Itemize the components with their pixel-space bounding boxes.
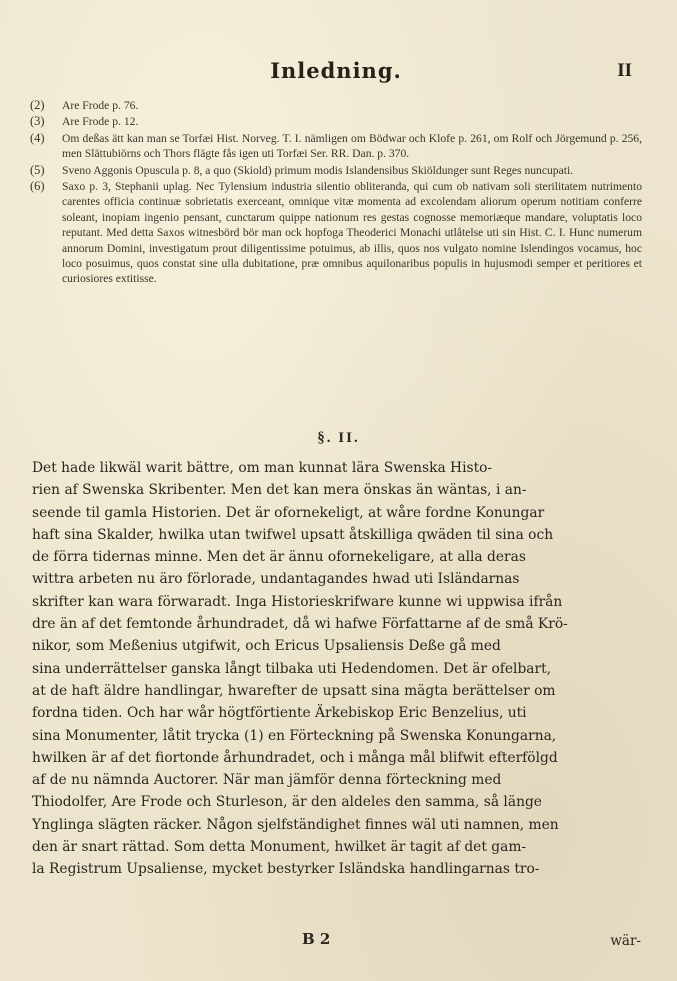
text-line: at de haft äldre handlingar, hwarefter de upsatt sina mägta berättelser om <box>32 682 556 699</box>
text-line: la Registrum Upsaliense, mycket bestyrker Isländska handlingarnas tro- <box>32 861 540 878</box>
footnote <box>30 114 642 129</box>
text-line: haft sina Skalder, hwilka utan twifwel upsatt åtskilliga qwäden til sina och <box>32 526 554 543</box>
text-line: Thiodolfer, Are Frode och Sturleson, är den aldeles den samma, så länge <box>32 794 542 811</box>
text-line: den är snart rättad. Som detta Monument, hwilket är tagit af det gam- <box>32 839 527 856</box>
text-line: nikor, som Meßenius utgifwit, och Ericus Upsaliensis Deße gå med <box>32 638 501 655</box>
signature-mark: B 2 <box>302 930 331 948</box>
text-line: af de nu nämnda Auctorer. När man jämför denna förteckning med <box>32 772 502 789</box>
footnote-text: Sveno Aggonis Opuscula p. 8, a quo (Skiold) primum modis Islandensibus Skiöldunger sunt Reges nuncupati. <box>62 163 574 177</box>
footnote <box>30 98 642 113</box>
page-number: II <box>617 60 632 81</box>
footnote-text: Saxo p. 3, Stephanii uplag. Nec Tylensium industria silentio obliteranda, qui cum ob nativam soli sterilitatem nutrimento carentes officia continuæ sobrietatis exerceant, omnique vitæ momenta ad excolendam aliorum operum notitiam conferre soleant, inopiam ingenio pensant, cunctarum quippe nationum res gestas cognosse memoriæque mandare, voluptatis loco reputant. Med detta Saxos witnesbörd bör man ock hopfoga Theoderici Monachi utlåtelse uti sin Hist. C. I. Hunc numerum annorum Domini, investigatum prout diligentissime potuimus, ab illis, quos nos vulgato nomine Islendingos vocamus, hoc loco posuimus, quos constat sine ulla dubitatione, præ omnibus aquilonaribus populis in hujusmodi semper et peritiores et curiosiores extitisse. <box>62 180 642 286</box>
footnote <box>30 163 642 178</box>
footnote-number: (2) <box>30 98 45 112</box>
footnote-number: (3) <box>30 114 45 129</box>
footnotes-block <box>30 98 642 287</box>
text-line: dre än af det femtonde århundradet, då wi hafwe Författarne af de små Krö- <box>32 616 568 633</box>
text-line: Det hade likwäl warit bättre, om man kunnat lära Swenska Histo- <box>32 460 493 476</box>
text-line: fordna tiden. Och har wår högtförtiente Ärkebiskop Eric Benzelius, uti <box>32 705 527 722</box>
footnote-number: (5) <box>30 162 45 177</box>
running-title: Inledning. <box>270 58 402 83</box>
footnote-text: Om deßas ätt kan man se Torfæi Hist. Norveg. T. I. nämligen om Bödwar och Klofe p. 261, om Rolf och Jörgemund p. 256, men Slättubiörns och Thors flägte fås igen uti Torfæi Ser. RR. Dan. p. 370. <box>62 131 642 161</box>
footnote-text: Are Frode p. 76. <box>62 99 139 112</box>
catchword: wär- <box>610 933 641 949</box>
footnote-number: (6) <box>30 179 45 194</box>
text-line: Ynglinga slägten räcker. Någon sjelfständighet finnes wäl uti namnen, men <box>32 816 559 833</box>
footnote-text: Are Frode p. 12. <box>62 115 139 129</box>
text-line: hwilken är af det fiortonde århundradet, och i många mål blifwit efterfölgd <box>32 749 558 766</box>
footnote-number: (4) <box>30 130 45 145</box>
footnote <box>30 131 642 162</box>
text-line: de förra tidernas minne. Men det är ännu ofornekeligare, at alla deras <box>32 549 526 566</box>
section-heading: §. II. <box>317 430 360 446</box>
text-line: sina underrättelser ganska långt tilbaka uti Hedendomen. Det är ofelbart, <box>32 660 552 677</box>
text-line: rien af Swenska Skribenter. Men det kan mera önskas än wäntas, i an- <box>32 482 527 499</box>
text-line: skrifter kan wara förwaradt. Inga Historieskrifware kunne wi uppwisa ifrån <box>32 593 563 610</box>
running-head <box>40 58 632 88</box>
text-line: sina Monumenter, låtit trycka (1) en Förteckning på Swenska Konungarna, <box>32 727 557 744</box>
text-line: seende til gamla Historien. Det är ofornekeligt, at wåre fordne Konungar <box>32 504 545 521</box>
text-line: wittra arbeten nu äro förlorade, undantagandes hwad uti Isländarnas <box>32 571 520 588</box>
footnote <box>30 179 642 287</box>
main-text-block <box>32 457 640 881</box>
